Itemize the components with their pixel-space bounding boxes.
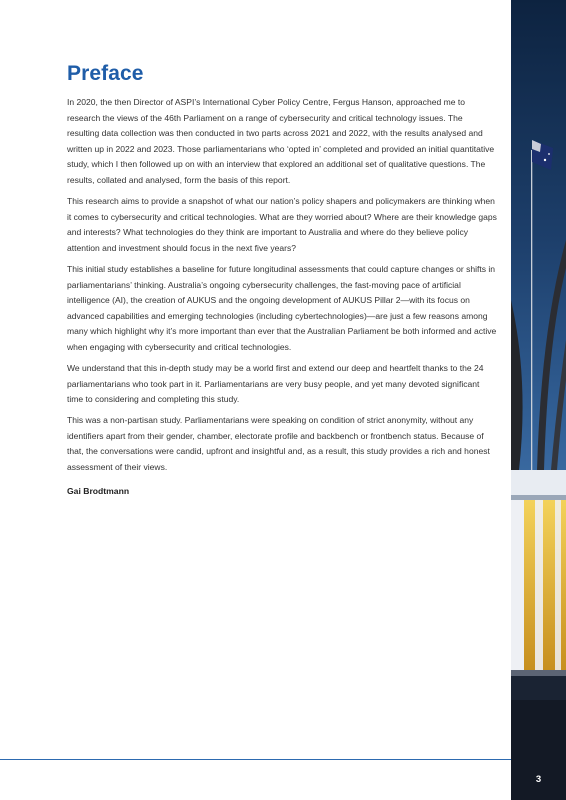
preface-paragraph-4: We understand that this in-depth study may be a world first and extend our deep and heartfelt thanks to the 24 parliamentarians who took part in it. Parliamentarians are very busy people, and yet many devoted significant time to considering and completing this study. xyxy=(67,363,484,405)
preface-paragraph-1: In 2020, the then Director of ASPI’s International Cyber Policy Centre, Fergus Hanson, approached me to research the views of the 46th Parliament on a range of cybersecurity and critical technology issues. The resulting data collection was then conducted in two parts across 2021 and 2022, with the results analysed and written up in 2022 and 2023. Those parliamentarians who ‘opted in’ completed and provided an initial quantitative study, which I then followed up on with an interview that explored an additional set of qualitative questions. The results, collated and analysed, form the basis of this report. xyxy=(67,97,495,185)
parliament-house-photo xyxy=(511,0,566,800)
preface-paragraph-5: This was a non-partisan study. Parliamentarians were speaking on condition of strict anonymity, without any identifiers apart from their gender, chamber, electorate profile and backbench or frontbench status. Because of that, the conversations were candid, upfront and insightful and, as a result, this study provides a rich and honest assessment of their views. xyxy=(67,415,490,473)
preface-paragraph-2: This research aims to provide a snapshot of what our nation’s policy shapers and policymakers are thinking when it comes to cybersecurity and critical technologies. What are they worried about? Where are their knowledge gaps and interests? What technologies do they think are important to Australia and where do they believe policy attention and investment should focus in the next five years? xyxy=(67,196,497,253)
page-title: Preface xyxy=(67,62,144,85)
page-content xyxy=(67,62,497,496)
footer-divider xyxy=(0,759,511,760)
page-number: 3 xyxy=(535,774,542,785)
author-signature: Gai Brodtmann xyxy=(67,485,130,496)
preface-paragraph-3: This initial study establishes a baseline for future longitudinal assessments that could capture changes or shifts in parliamentarians’ thinking. Australia’s ongoing cybersecurity challenges, the fast-moving pace of artificial intelligence (AI), the creation of AUKUS and the ongoing development of AUKUS Pillar 2—with its focus on advanced capabilities and emerging technologies (including cybertechnologies)—are just a few reasons among many which highlight why it’s more important than ever that the Australian Parliament be both informed and active when engaging with cybersecurity and critical technologies. xyxy=(67,263,497,352)
